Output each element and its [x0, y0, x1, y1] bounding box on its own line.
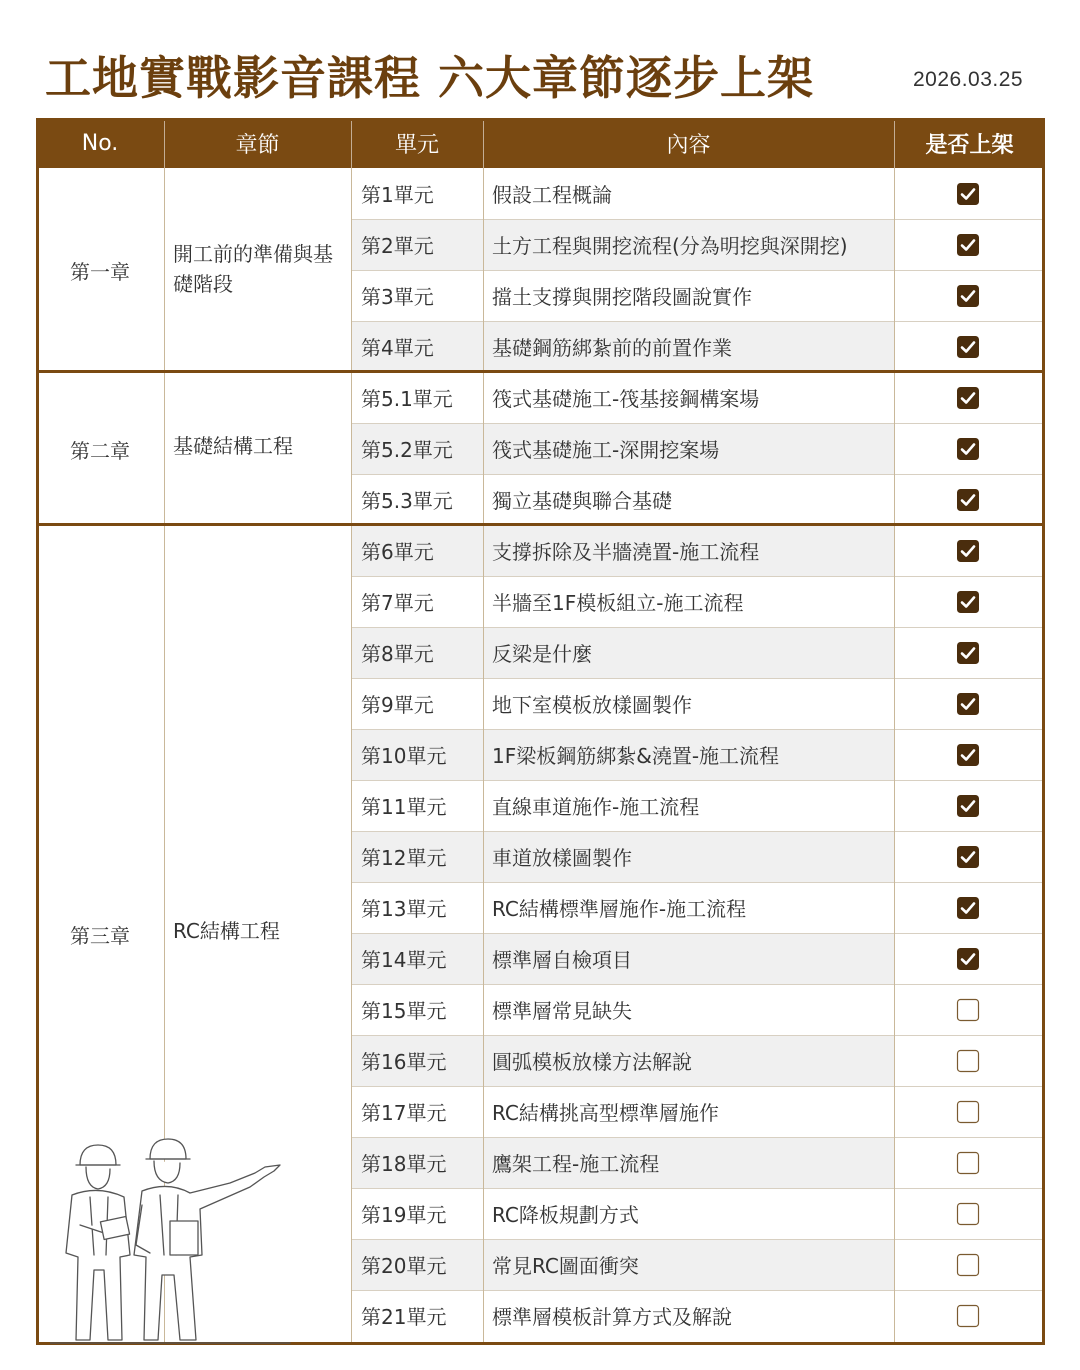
row-divider: [351, 831, 1042, 832]
table-row: [351, 882, 1042, 933]
row-divider: [351, 1137, 1042, 1138]
row-divider: [351, 1035, 1042, 1036]
row-divider: [351, 678, 1042, 679]
table-row: [351, 1188, 1042, 1239]
published-cell: [894, 321, 1042, 372]
unchecked-checkbox-icon[interactable]: [956, 1049, 980, 1073]
content-cell: RC結構標準層施作-施工流程: [492, 897, 747, 921]
row-divider: [351, 474, 1042, 475]
checked-checkbox-icon[interactable]: [956, 896, 980, 920]
content-cell: 筏式基礎施工-筏基接鋼構案場: [492, 387, 760, 411]
content-cell: 土方工程與開挖流程(分為明挖與深開挖): [483, 219, 894, 270]
checked-checkbox-icon[interactable]: [956, 794, 980, 818]
construction-workers-illustration: [50, 1135, 295, 1345]
row-divider: [351, 627, 1042, 628]
table-row: [351, 780, 1042, 831]
content-cell: RC降板規劃方式: [492, 1203, 639, 1227]
table-row: [351, 1239, 1042, 1290]
checked-checkbox-icon[interactable]: [956, 743, 980, 767]
published-cell: [894, 372, 1042, 423]
table-row: [351, 423, 1042, 474]
published-cell: [894, 474, 1042, 525]
row-divider: [351, 321, 1042, 322]
published-cell: [894, 219, 1042, 270]
unit-cell: 第11單元: [361, 795, 447, 819]
hard-hat-icon: [80, 1145, 116, 1165]
content-cell: 擋土支撐與開挖階段圖說實作: [492, 285, 752, 309]
chapter-no: 第三章: [70, 924, 130, 948]
checked-checkbox-icon[interactable]: [956, 692, 980, 716]
checked-checkbox-icon[interactable]: [956, 488, 980, 512]
table-row: [351, 525, 1042, 576]
chapter-section: 基礎結構工程: [173, 434, 293, 458]
published-cell: [894, 1137, 1042, 1188]
published-cell: [894, 933, 1042, 984]
checked-checkbox-icon[interactable]: [956, 284, 980, 308]
row-divider: [351, 1239, 1042, 1240]
table-row: [351, 1137, 1042, 1188]
published-cell: [894, 1188, 1042, 1239]
table-row: [351, 219, 1042, 270]
unit-cell: 第21單元: [361, 1305, 447, 1329]
unit-cell: 第15單元: [361, 999, 447, 1023]
content-cell: 地下室模板放樣圖製作: [492, 693, 692, 717]
table-row: [351, 627, 1042, 678]
column-divider: [894, 168, 895, 1342]
row-divider: [351, 576, 1042, 577]
table-row: [351, 729, 1042, 780]
header-content: 內容: [666, 132, 711, 158]
unit-cell: 第8單元: [351, 627, 483, 678]
table-row: [351, 372, 1042, 423]
content-cell: 基礎鋼筋綁紮前的前置作業: [483, 321, 894, 372]
content-cell: 車道放樣圖製作: [483, 831, 894, 882]
content-cell: 標準層自檢項目: [483, 933, 894, 984]
checked-checkbox-icon[interactable]: [956, 641, 980, 665]
content-cell: 反梁是什麼: [483, 627, 894, 678]
published-cell: [894, 729, 1042, 780]
published-cell: [894, 678, 1042, 729]
chapter-section: RC結構工程: [173, 919, 280, 943]
row-divider: [351, 984, 1042, 985]
checked-checkbox-icon[interactable]: [956, 386, 980, 410]
unit-cell: 第5.1單元: [361, 387, 453, 411]
unit-cell: 第5.2單元: [351, 423, 483, 474]
published-cell: [894, 270, 1042, 321]
table-row: [351, 168, 1042, 219]
content-cell: 標準層常見缺失: [492, 999, 632, 1023]
column-divider: [483, 168, 484, 1342]
unit-cell: 第18單元: [351, 1137, 483, 1188]
published-cell: [894, 525, 1042, 576]
unit-cell: 第13單元: [361, 897, 447, 921]
checked-checkbox-icon[interactable]: [956, 590, 980, 614]
unchecked-checkbox-icon[interactable]: [956, 1151, 980, 1175]
content-cell: 常見RC圖面衝突: [483, 1239, 894, 1290]
unit-cell: 第17單元: [361, 1101, 447, 1125]
header-no: No.: [81, 130, 119, 156]
published-cell: [894, 1035, 1042, 1086]
content-cell: 假設工程概論: [492, 183, 612, 207]
published-cell: [894, 831, 1042, 882]
row-divider: [351, 423, 1042, 424]
checked-checkbox-icon[interactable]: [956, 437, 980, 461]
unit-cell: 第2單元: [351, 219, 483, 270]
chapter-section: 開工前的準備與基礎階段: [173, 242, 333, 296]
table-row: [351, 831, 1042, 882]
row-divider: [351, 882, 1042, 883]
unit-cell: 第3單元: [361, 285, 434, 309]
published-cell: [894, 1086, 1042, 1137]
unchecked-checkbox-icon[interactable]: [956, 1202, 980, 1226]
content-cell: RC結構挑高型標準層施作: [492, 1101, 719, 1125]
unit-cell: 第14單元: [351, 933, 483, 984]
published-cell: [894, 168, 1042, 219]
table-row: [351, 1035, 1042, 1086]
table-row: [351, 933, 1042, 984]
table-row: [351, 474, 1042, 525]
content-cell: 圓弧模板放樣方法解說: [483, 1035, 894, 1086]
row-divider: [351, 933, 1042, 934]
table-row: [351, 678, 1042, 729]
table-header: [36, 118, 1045, 168]
publish-date: 2026.03.25: [913, 68, 1024, 91]
unit-cell: 第6單元: [351, 525, 483, 576]
unit-cell: 第5.3單元: [361, 489, 453, 513]
unit-cell: 第7單元: [361, 591, 434, 615]
published-cell: [894, 984, 1042, 1035]
checked-checkbox-icon[interactable]: [956, 845, 980, 869]
checked-checkbox-icon[interactable]: [956, 335, 980, 359]
published-cell: [894, 627, 1042, 678]
header-section: 章節: [235, 132, 280, 158]
chapter-no: 第二章: [70, 439, 130, 463]
published-cell: [894, 882, 1042, 933]
row-divider: [351, 729, 1042, 730]
unit-cell: 第1單元: [361, 183, 434, 207]
content-cell: 半牆至1F模板組立-施工流程: [492, 591, 744, 615]
content-cell: 支撐拆除及半牆澆置-施工流程: [483, 525, 894, 576]
unit-cell: 第10單元: [351, 729, 483, 780]
row-divider: [351, 780, 1042, 781]
checked-checkbox-icon[interactable]: [956, 947, 980, 971]
unchecked-checkbox-icon[interactable]: [956, 998, 980, 1022]
header-published: 是否上架: [925, 132, 1014, 158]
unit-cell: 第9單元: [361, 693, 434, 717]
content-cell: 獨立基礎與聯合基礎: [492, 489, 672, 513]
row-divider: [351, 1086, 1042, 1087]
row-divider: [351, 219, 1042, 220]
row-divider: [351, 1290, 1042, 1291]
checked-checkbox-icon[interactable]: [956, 539, 980, 563]
unchecked-checkbox-icon[interactable]: [956, 1100, 980, 1124]
row-divider: [351, 1188, 1042, 1189]
table-row: [351, 270, 1042, 321]
unit-cell: 第19單元: [361, 1203, 447, 1227]
unit-cell: 第4單元: [351, 321, 483, 372]
published-cell: [894, 576, 1042, 627]
content-cell: 直線車道施作-施工流程: [492, 795, 700, 819]
content-cell: 鷹架工程-施工流程: [483, 1137, 894, 1188]
unit-cell: 第20單元: [351, 1239, 483, 1290]
chapter-divider: [36, 523, 1045, 526]
table-row: [351, 1290, 1042, 1341]
published-cell: [894, 780, 1042, 831]
published-cell: [894, 1239, 1042, 1290]
unchecked-checkbox-icon[interactable]: [956, 1253, 980, 1277]
column-divider: [351, 168, 352, 1342]
content-cell: 標準層模板計算方式及解說: [492, 1305, 732, 1329]
content-cell: 筏式基礎施工-深開挖案場: [483, 423, 894, 474]
checked-checkbox-icon[interactable]: [956, 233, 980, 257]
header-unit: 單元: [394, 132, 439, 158]
table-row: [351, 321, 1042, 372]
page-title: 工地實戰影音課程 六大章節逐步上架: [45, 51, 815, 105]
content-cell: 1F梁板鋼筋綁紮&澆置-施工流程: [483, 729, 894, 780]
chapter-no: 第一章: [70, 260, 130, 284]
unchecked-checkbox-icon[interactable]: [956, 1304, 980, 1328]
checked-checkbox-icon[interactable]: [956, 182, 980, 206]
table-row: [351, 984, 1042, 1035]
table-row: [351, 1086, 1042, 1137]
row-divider: [351, 270, 1042, 271]
unit-cell: 第16單元: [351, 1035, 483, 1086]
unit-cell: 第12單元: [351, 831, 483, 882]
published-cell: [894, 423, 1042, 474]
published-cell: [894, 1290, 1042, 1341]
table-row: [351, 576, 1042, 627]
chapter-divider: [36, 370, 1045, 373]
hard-hat-icon: [150, 1139, 186, 1159]
